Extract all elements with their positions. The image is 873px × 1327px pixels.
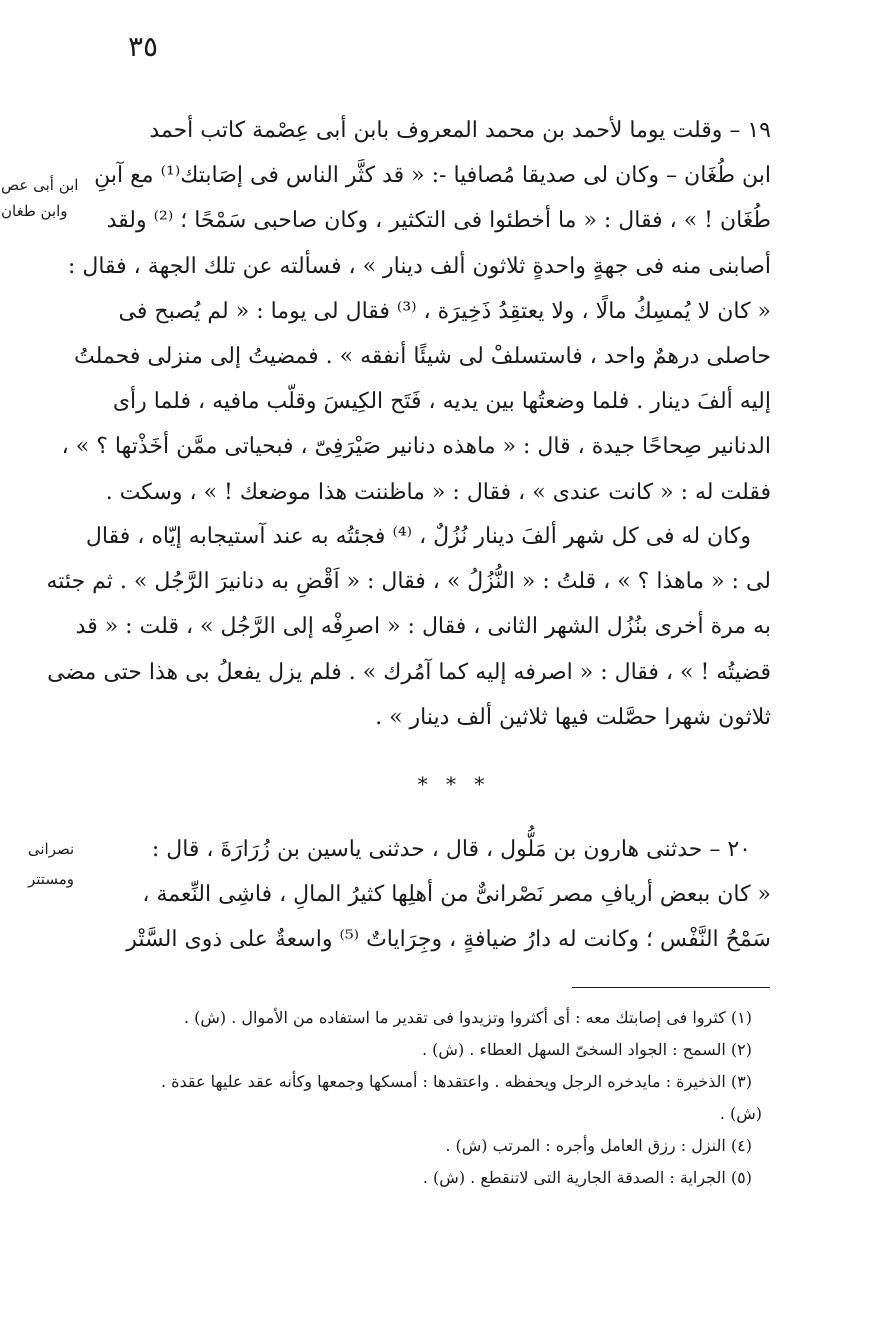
- footnote: (٣) الذخيرة : مايدخره الرجل ويحفظه . واعتقدها : أمسكها وجمعها وكأنه عقد عليها عقدة .: [160, 1072, 752, 1091]
- text-line: قضيتُه ! » ، فقال : « اصرفه إليه كما آمُرك » . فلم يزل يفعلُ بى هذا حتى مضى: [47, 659, 771, 685]
- paragraph-3: [103, 827, 771, 963]
- text-line: ثلاثون شهرا حصَّلت فيها ثلاثين ألف دينار » .: [375, 704, 771, 730]
- footnote: (ش) .: [719, 1104, 762, 1123]
- text-line: لى : « ماهذا ؟ » ، قلتُ : « النُّزُلُ » ، فقال : « اَقْضِ به دنانيرَ الرَّجُل » . ثم جئته: [46, 569, 771, 595]
- footnote: (٤) النزل : رزق العامل وأجره : المرتب (ش) .: [445, 1136, 752, 1155]
- text-line: « كان ببعض أريافِ مصر نَصْرانىٌّ من أهلِها كثيرُ المالِ ، فاشِى النِّعمة ،: [142, 882, 771, 908]
- text-line: « كان لا يُمسِكُ مالًا ، ولا يعتقِدُ ذَخِيرَة ، ⁽³⁾ فقال لى يوما : « لم يُصبح فى: [118, 298, 771, 324]
- text-line: فقلت له : « كانت عندى » ، فقال : « ماظننت هذا موضعك ! » ، وسكت .: [105, 479, 771, 505]
- text-line: ٢٠ – حدثنى هارون بن مَلُّول ، قال ، حدثنى ياسين بن زُرَارَةَ ، قال :: [151, 837, 751, 862]
- text-line: ١٩ – وقلت يوما لأحمد بن محمد المعروف بابن أبى عِصْمة كاتب أحمد: [149, 118, 771, 143]
- text-line: الدنانير صِحاحًا جيدة ، قال : « ماهذه دنانير صَيْرَفِىّ ، فبحياتى ممَّن أخَذْتها ؟ » ،: [61, 434, 771, 460]
- section-separator: * * *: [417, 772, 491, 796]
- margin-note-line: ابن أبى عص: [1, 176, 79, 194]
- footnotes: [100, 1002, 762, 1194]
- margin-note-1: [1, 172, 81, 224]
- margin-note-line: نصرانى: [27, 840, 75, 858]
- text-line: وكان له فى كل شهر ألفَ دينار نُزُلٌ ، ⁽⁴⁾ فجئتُه به عند آستيجابه إيّاه ، فقال: [85, 524, 751, 549]
- text-line: به مرة أخرى بنُزُل الشهر الثانى ، فقال : « اصرِفْه إلى الرَّجُل » ، قلت : « قد: [75, 614, 771, 640]
- footnote-rule: [572, 987, 770, 988]
- text-line: إليه ألفَ دينار . فلما وضعتُها بين يديه ، فَتَح الكِيسَ وقلّب مافيه ، فلما رأى: [112, 389, 771, 415]
- margin-note-2: [18, 834, 84, 894]
- text-line: حاصلى درهمٌ واحد ، فاستسلفْ لى شيئًا أنفقه » . فمضيتُ إلى منزلى فحملتُ: [74, 344, 771, 370]
- text-line: أصابنى منه فى جهةٍ واحدةٍ ثلاثون ألف دينار » ، فسألته عن تلك الجهة ، فقال :: [67, 253, 771, 279]
- text-line: ابن طُغَان – وكان لى صديقا مُصافيا -: « قد كثَّر الناس فى إصَابتك⁽¹⁾ مع آبنِ: [94, 163, 771, 189]
- paragraph-1: [61, 108, 771, 515]
- footnote: (١) كثروا فى إصابتك معه : أى أكثروا وتزيدوا فى تقدير ما استفاده من الأموال . (ش) .: [183, 1008, 752, 1027]
- text-line: طُغَان ! » ، فقال : « ما أخطئوا فى التكثير ، وكان صاحبى سَمْحًا ؛ ⁽²⁾ ولقد: [106, 208, 771, 234]
- page-number: ٣٥: [128, 30, 159, 63]
- margin-note-line: وابن طغان: [1, 202, 68, 220]
- footnote: (٥) الجراية : الصدقة الجارية التى لاتنقطع . (ش) .: [422, 1168, 752, 1187]
- footnote: (٢) السمح : الجواد السخىّ السهل العطاء . (ش) .: [422, 1040, 752, 1059]
- text-line: سَمْحُ النَّفْس ؛ وكانت له دارُ ضيافةٍ ، وجِرَاياتٌ ⁽⁵⁾ واسعةٌ على ذوى السَّتْر: [126, 927, 771, 953]
- paragraph-2: [46, 514, 771, 740]
- margin-note-line: ومستتر: [28, 870, 74, 888]
